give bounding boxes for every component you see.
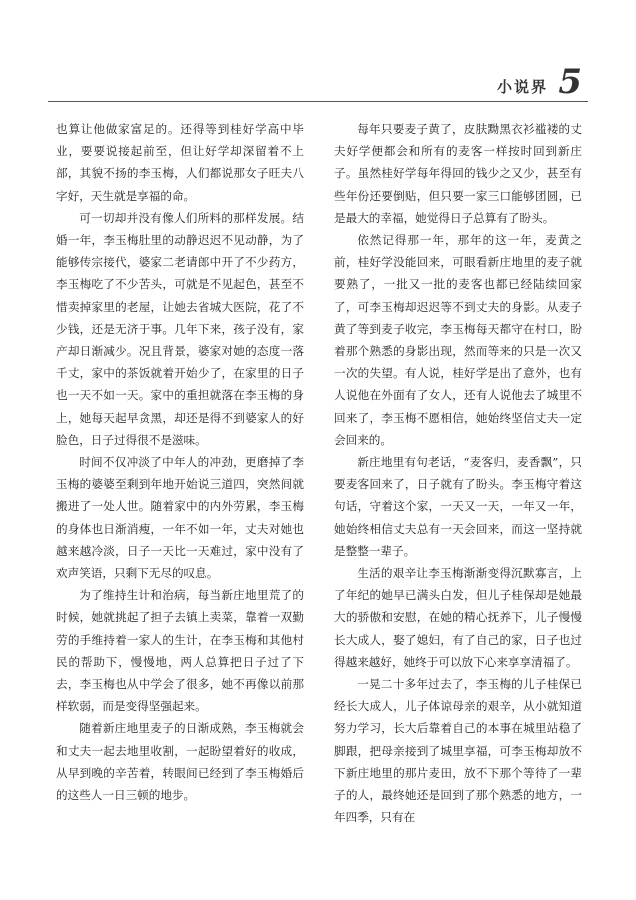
paragraph: 为了维持生计和治病，每当新庄地里荒了的时候，她就挑起了担子去镇上卖菜，靠着一双勤劳的手维持着一家人的生计，在李玉梅和其他村民的帮助下，慢慢地，两人总算把日子过了下去，李玉梅也从中学会了很多，她不再像以前那样软弱，而是变得坚强起来。: [56, 588, 304, 714]
magazine-title: 小说界: [496, 78, 548, 96]
paragraph: 每年只要麦子黄了，皮肤黝黑衣衫褴褛的丈夫好学便都会和所有的麦客一样按时回到新庄子。虽然桂好学每年得回的钱少之又少，甚至有些年份还要倒贴，但只要一家三口能够团圆，已是最大的幸福，她觉得日子总算有了盼头。: [334, 122, 582, 225]
paragraph: 依然记得那一年，那年的这一年，麦黄之前，桂好学没能回来，可眼看新庄地里的麦子就要熟了，一批又一批的麦客也都已经陆续回家了，可李玉梅却迟迟等不到丈夫的身影。从麦子黄了等到麦子收完，李玉梅每天都守在村口，盼着那个熟悉的身影出现，然而等来的只是一次又一次的失望。有人说，桂好学是出了意外，也有人说他在外面有了女人，还有人说他去了城里不回来了，李玉梅不愿相信，她始终坚信丈夫一定会回来的。: [334, 233, 582, 447]
paragraph: 可一切却并没有像人们所料的那样发展。结婚一年，李玉梅肚里的动静迟迟不见动静，为了能够传宗接代，婆家二老请郎中开了不少药方，李玉梅吃了不少苦头，可就是不见起色，甚至不惜卖掉家里的老屋，让她去省城大医院，花了不少钱，还是无济于事。几年下来，孩子没有，家产却日渐减少。况且背景，婆家对她的态度一落千丈，家中的茶饭就着开始少了，在家里的日子也一天不如一天。家中的重担就落在李玉梅的身上，她每天起早贪黑，却还是得不到婆家人的好脸色，日子过得很不是滋味。: [56, 210, 304, 447]
paragraph: 新庄地里有句老话，“麦客归，麦香飘”，只要麦客回来了，日子就有了盼头。李玉梅守着这句话，守着这个家，一天又一天，一年又一年，她始终相信丈夫总有一天会回来，而这一坚持就是整整一辈子。: [334, 455, 582, 558]
right-text-column: [334, 118, 582, 829]
paragraph: 一晃二十多年过去了，李玉梅的儿子桂保已经长大成人，儿子体谅母亲的艰辛，从小就知道努力学习，长大后靠着自己的本事在城里站稳了脚跟，把母亲接到了城里享福，可李玉梅却放不下新庄地里的那片麦田，放不下那个等待了一辈子的人，最终她还是回到了那个熟悉的地方，一年四季，只有在: [334, 677, 582, 825]
page-header: [48, 62, 588, 106]
left-text-column: [56, 118, 304, 806]
paragraph: 也算让他做家富足的。还得等到桂好学高中毕业，要要说接起前至，但让好学却深留着不上部，其貌不扬的李玉梅，人们都说那女子旺夫八字好，天生就是享福的命。: [56, 122, 304, 203]
paragraph: 随着新庄地里麦子的日渐成熟，李玉梅就会和丈夫一起去地里收割，一起盼望着好的收成，从早到晚的辛苦着，转眼间已经到了李玉梅婚后的这些人一日三顿的地步。: [56, 721, 304, 803]
header-rule: [48, 101, 588, 102]
paragraph: 生活的艰辛让李玉梅渐渐变得沉默寡言，上了年纪的她早已满头白发，但儿子桂保却是她最大的骄傲和安慰，在她的精心抚养下，儿子慢慢长大成人，娶了媳妇，有了自己的家，日子也过得越来越好，她终于可以放下心来享享清福了。: [334, 566, 582, 669]
page-number: 5: [558, 62, 582, 102]
paragraph: 时间不仅冲淡了中年人的冲劲，更磨掉了李玉梅的婆婆至剩到年地开始说三道四，突然间就搬进了一处人世。随着家中的内外劳累，李玉梅的身体也日渐消瘦，一年不如一年，丈夫对她也越来越冷淡，日子一天比一天难过，家中没有了欢声笑语，只剩下无尽的叹息。: [56, 455, 304, 581]
